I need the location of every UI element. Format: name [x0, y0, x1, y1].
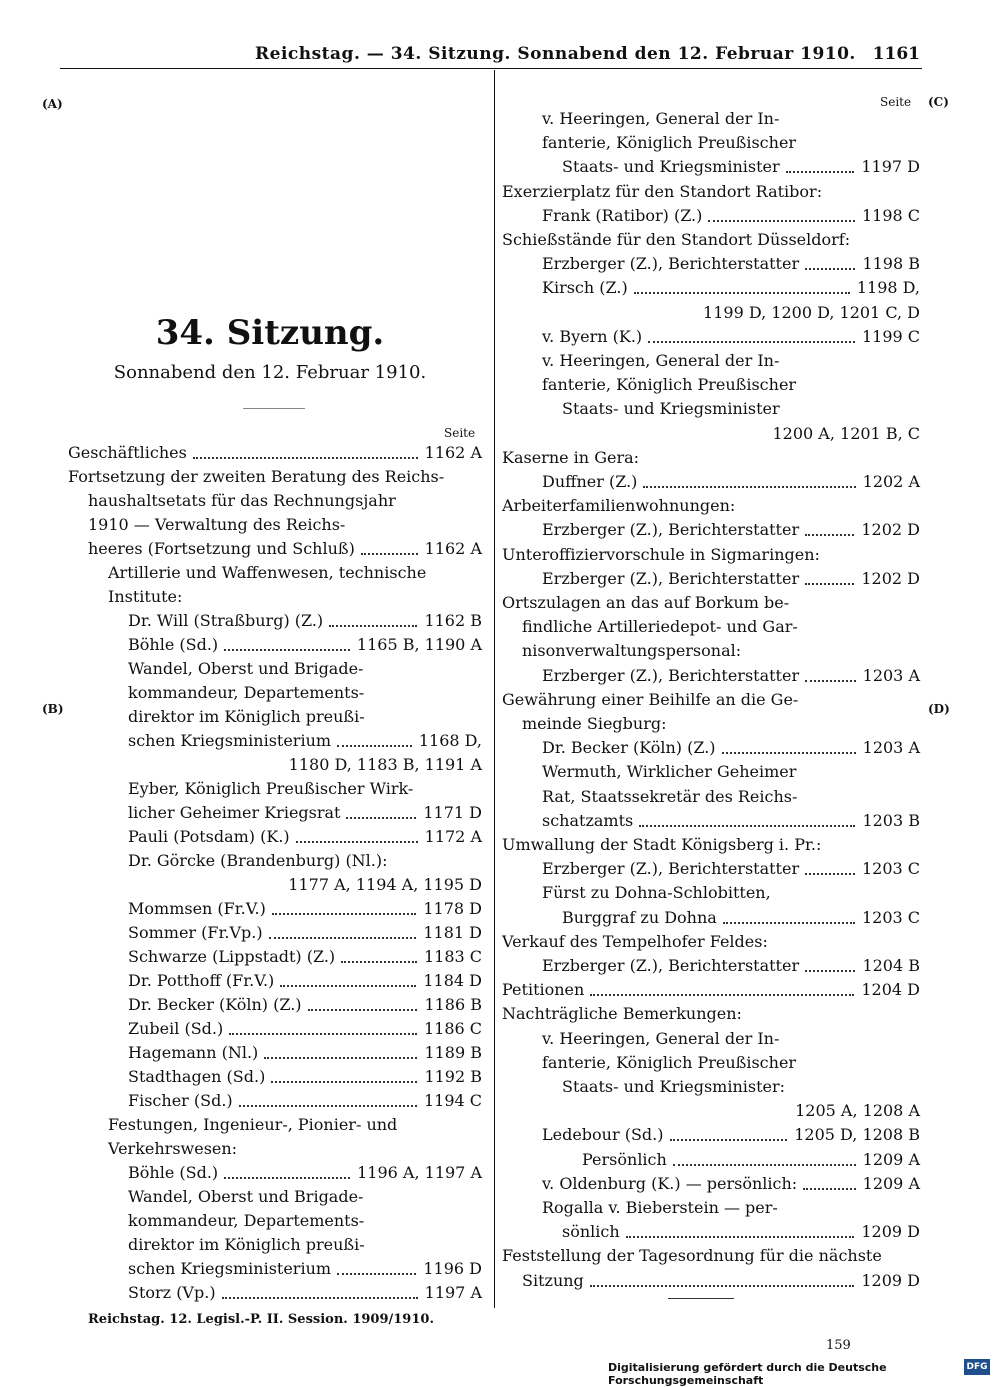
dot-leader [803, 1172, 856, 1190]
entry-page-ref: 1203 C [859, 906, 920, 930]
entry-text: Burggraf zu Dohna [562, 907, 717, 927]
running-header [60, 44, 920, 68]
entry-text: Eyber, Königlich Preußischer Wirk- [128, 779, 414, 798]
entry-page-ref: 1203 A [860, 736, 920, 760]
entry-page-ref: 1198 B [859, 252, 920, 276]
index-entry [128, 1281, 482, 1305]
index-entry [128, 1257, 482, 1281]
index-entry [88, 513, 482, 537]
index-entry [542, 736, 920, 760]
index-entry [128, 657, 482, 681]
entry-text: findliche Artilleriedepot- und Gar- [522, 617, 798, 637]
entry-page-ref: 1180 D, 1183 B, 1191 A [286, 753, 482, 777]
entry-text: licher Geheimer Kriegsrat [128, 803, 341, 822]
dot-leader [337, 1257, 416, 1275]
entry-text: Festungen, Ingenieur-, Pionier- und [108, 1115, 398, 1134]
dot-leader [648, 325, 855, 343]
entry-page-ref: 1202 D [858, 518, 920, 542]
dot-leader [639, 809, 855, 827]
entry-page-ref: 1200 A, 1201 B, C [769, 422, 920, 446]
entry-text: heeres (Fortsetzung und Schluß) [88, 539, 355, 558]
entry-text: Staats- und Kriegsminister: [562, 1077, 786, 1096]
entry-text: kommandeur, Departements- [128, 1211, 365, 1230]
entry-page-ref: 1184 D [420, 969, 482, 993]
index-entry [542, 107, 920, 131]
dot-leader [722, 736, 856, 754]
index-entry [542, 252, 920, 276]
dot-leader [296, 825, 418, 843]
index-entry [542, 1123, 920, 1147]
index-entry [542, 664, 920, 688]
index-entry [542, 325, 920, 349]
dot-leader [805, 857, 855, 875]
entry-text: Schießstände für den Standort Düsseldorf: [502, 230, 851, 249]
entry-text: Rogalla v. Bieberstein — per- [542, 1198, 778, 1217]
index-entry [502, 422, 920, 446]
entry-text: Unteroffiziervorschule in Sigmaringen: [502, 544, 820, 564]
entry-text: Böhle (Sd.) [128, 1163, 219, 1182]
index-entry [502, 688, 920, 712]
index-entry [108, 585, 482, 609]
right-seite-label: Seite [880, 95, 912, 109]
index-entry [128, 609, 482, 633]
entry-text: Staats- und Kriegsminister [562, 399, 780, 419]
entry-text: nisonverwaltungspersonal: [522, 641, 742, 661]
index-entry [128, 1017, 482, 1041]
index-entry [542, 276, 920, 300]
entry-text: fanterie, Königlich Preußischer [542, 1052, 797, 1072]
index-entry [108, 561, 482, 585]
entry-text: Dr. Becker (Köln) (Z.) [542, 738, 716, 758]
entry-page-ref: 1209 D [858, 1269, 920, 1293]
entry-page-ref: 1165 B, 1190 A [354, 633, 482, 657]
index-entry [562, 906, 920, 930]
index-entry [542, 567, 920, 591]
footer-imprint: Reichstag. 12. Legisl.-P. II. Session. 1909/1910. [88, 1312, 434, 1327]
entry-text: Storz (Vp.) [128, 1283, 216, 1302]
entry-text: schen Kriegsministerium [128, 731, 332, 750]
index-entry [542, 1196, 920, 1220]
dfg-logo: DFG [964, 1359, 990, 1375]
entry-text: meinde Siegburg: [522, 714, 667, 733]
entry-text: Petitionen [502, 980, 585, 1000]
dot-leader [229, 1017, 417, 1035]
dot-leader [643, 470, 856, 488]
index-entry [542, 518, 920, 542]
entry-text: schatzamts [542, 810, 634, 830]
dot-leader [272, 897, 416, 915]
session-date: Sonnabend den 12. Februar 1910. [113, 362, 427, 383]
entry-text: fanterie, Königlich Preußischer [542, 133, 797, 153]
header-title: Reichstag. — 34. Sitzung. Sonnabend den 12. Februar 1910. [255, 44, 856, 64]
index-entry [542, 349, 920, 373]
dot-leader [264, 1041, 417, 1059]
dot-leader [786, 155, 854, 173]
dot-leader [805, 664, 856, 682]
entry-page-ref: 1203 A [860, 664, 920, 688]
index-entry [128, 849, 482, 873]
dot-leader [723, 906, 855, 924]
entry-text: Wandel, Oberst und Brigade- [128, 1187, 364, 1206]
index-entry [542, 857, 920, 881]
index-entry [128, 729, 482, 753]
entry-page-ref: 1198 D, [854, 276, 920, 300]
entry-page-ref: 1186 B [421, 993, 482, 1017]
index-entry [128, 825, 482, 849]
index-entry [128, 633, 482, 657]
margin-mark-b: (B) [42, 702, 64, 716]
entry-text: Verkehrswesen: [108, 1139, 238, 1158]
entry-page-ref: 1199 C [859, 325, 920, 349]
index-entry [108, 1137, 482, 1161]
index-entry [562, 155, 920, 179]
entry-text: Pauli (Potsdam) (K.) [128, 827, 290, 846]
entry-page-ref: 1178 D [420, 897, 482, 921]
dot-leader [308, 993, 417, 1011]
entry-text: Ledebour (Sd.) [542, 1125, 664, 1145]
entry-page-ref: 1196 A, 1197 A [354, 1161, 482, 1185]
signature-number: 159 [826, 1338, 851, 1353]
dot-leader [590, 1269, 854, 1287]
entry-text: v. Heeringen, General der In- [542, 351, 780, 370]
entry-text: Duffner (Z.) [542, 472, 638, 491]
entry-text: Böhle (Sd.) [128, 635, 219, 654]
entry-text: kommandeur, Departements- [128, 683, 365, 702]
dot-leader [805, 954, 855, 972]
entry-text: Sommer (Fr.Vp.) [128, 923, 263, 942]
entry-page-ref: 1162 B [421, 609, 482, 633]
dot-leader [271, 1065, 417, 1083]
entry-text: schen Kriegsministerium [128, 1259, 332, 1278]
index-entry [502, 978, 920, 1002]
entry-text: Dr. Will (Straßburg) (Z.) [128, 611, 324, 630]
entry-text: Kirsch (Z.) [542, 278, 628, 298]
entry-text: Institute: [108, 587, 183, 606]
dot-leader [224, 1161, 350, 1179]
index-entry [542, 760, 920, 784]
page-number: 1161 [872, 44, 920, 64]
entry-text: sönlich [562, 1222, 620, 1242]
entry-text: v. Heeringen, General der In- [542, 109, 780, 128]
index-entry [502, 1244, 920, 1268]
entry-page-ref: 1209 A [860, 1172, 920, 1196]
entry-text: 1910 — Verwaltung des Reichs- [88, 515, 346, 534]
entry-text: Dr. Potthoff (Fr.V.) [128, 971, 275, 990]
entry-page-ref: 1204 B [859, 954, 920, 978]
entry-page-ref: 1168 D, [416, 729, 482, 753]
index-entry [522, 1269, 920, 1293]
entry-page-ref: 1177 A, 1194 A, 1195 D [285, 873, 482, 897]
dot-leader [224, 633, 350, 651]
index-entry [522, 639, 920, 663]
entry-text: Schwarze (Lippstadt) (Z.) [128, 947, 336, 966]
dot-leader [805, 252, 855, 270]
dot-leader [269, 921, 416, 939]
index-entry [108, 1113, 482, 1137]
entry-text: Verkauf des Tempelhofer Feldes: [502, 931, 768, 951]
entry-text: Geschäftliches [68, 443, 187, 462]
index-entry [502, 930, 920, 954]
dot-leader [670, 1123, 787, 1141]
index-entry [502, 543, 920, 567]
index-entry [522, 615, 920, 639]
entry-page-ref: 1203 B [859, 809, 920, 833]
margin-mark-d: (D) [928, 702, 950, 716]
entry-text: v. Byern (K.) [542, 326, 643, 346]
index-entry [128, 1185, 482, 1209]
index-entry [128, 801, 482, 825]
entry-text: Erzberger (Z.), Berichterstatter [542, 254, 800, 274]
index-entry [128, 705, 482, 729]
entry-page-ref: 1172 A [422, 825, 482, 849]
index-entry [542, 204, 920, 228]
index-entry [128, 1089, 482, 1113]
index-entry [502, 228, 920, 252]
dot-leader [239, 1089, 417, 1107]
entry-text: Gewährung einer Beihilfe an die Ge- [502, 689, 799, 709]
index-entry [128, 921, 482, 945]
index-entry [562, 1075, 920, 1099]
dot-leader [708, 204, 855, 222]
index-entry [88, 537, 482, 561]
entry-text: Sitzung [522, 1270, 584, 1290]
index-entry [68, 873, 482, 897]
entry-text: v. Oldenburg (K.) — persönlich: [542, 1173, 798, 1193]
entry-text: Feststellung der Tagesordnung für die nächste [502, 1246, 882, 1266]
entry-text: Wandel, Oberst und Brigade- [128, 659, 364, 678]
entry-text: Umwallung der Stadt Königsberg i. Pr.: [502, 835, 822, 854]
session-heading: 34. Sitzung. [155, 313, 385, 353]
index-entry [502, 301, 920, 325]
entry-page-ref: 1202 D [858, 567, 920, 591]
entry-page-ref: 1204 D [858, 978, 920, 1002]
heading-rule [243, 408, 305, 409]
index-entry [128, 681, 482, 705]
dot-leader [329, 609, 417, 627]
entry-page-ref: 1199 D, 1200 D, 1201 C, D [700, 301, 920, 325]
index-entry [542, 470, 920, 494]
entry-text: Persönlich [582, 1149, 667, 1169]
entry-text: Rat, Staatssekretär des Reichs- [542, 786, 798, 806]
entry-page-ref: 1203 C [859, 857, 920, 881]
entry-text: Exerzierplatz für den Standort Ratibor: [502, 181, 823, 201]
entry-text: Zubeil (Sd.) [128, 1019, 224, 1038]
entry-text: Kaserne in Gera: [502, 447, 640, 467]
index-entry [542, 954, 920, 978]
dot-leader [805, 567, 854, 585]
index-entry [128, 1065, 482, 1089]
dot-leader [193, 441, 418, 459]
header-rule [60, 68, 922, 69]
entry-text: Erzberger (Z.), Berichterstatter [542, 520, 800, 540]
entry-page-ref: 1162 A [422, 537, 482, 561]
index-entry [502, 180, 920, 204]
index-entry [542, 1051, 920, 1075]
digitization-credit: Digitalisierung gefördert durch die Deutsche Forschungsgemeinschaft [608, 1361, 887, 1387]
index-entry [502, 446, 920, 470]
margin-mark-a: (A) [42, 97, 63, 111]
entry-text: Ortszulagen an das auf Borkum be- [502, 593, 790, 612]
entry-text: Artillerie und Waffenwesen, technische [108, 563, 427, 582]
entry-text: Dr. Becker (Köln) (Z.) [128, 995, 302, 1014]
entry-page-ref: 1196 D [420, 1257, 482, 1281]
entry-page-ref: 1197 D [858, 155, 920, 179]
entry-text: Dr. Görcke (Brandenburg) (Nl.): [128, 851, 388, 870]
dot-leader [337, 729, 412, 747]
entry-text: Stadthagen (Sd.) [128, 1067, 266, 1086]
index-entry [542, 785, 920, 809]
dot-leader [626, 1220, 854, 1238]
index-entry [128, 1209, 482, 1233]
entry-text: Fürst zu Dohna-Schlobitten, [542, 883, 771, 903]
index-entry [128, 1041, 482, 1065]
index-entry [128, 1161, 482, 1185]
dot-leader [341, 945, 417, 963]
index-entry [542, 881, 920, 905]
entry-page-ref: 1162 A [422, 441, 482, 465]
index-entry [562, 397, 920, 421]
entry-text: Mommsen (Fr.V.) [128, 899, 266, 918]
entry-text: Nachträgliche Bemerkungen: [502, 1004, 742, 1024]
index-entry [68, 753, 482, 777]
dot-leader [805, 518, 854, 536]
entry-text: Arbeiterfamilienwohnungen: [502, 496, 736, 516]
dot-leader [634, 276, 850, 294]
dot-leader [280, 969, 416, 987]
index-entry [68, 441, 482, 465]
entry-page-ref: 1183 C [421, 945, 482, 969]
index-entry [542, 1027, 920, 1051]
entry-page-ref: 1202 A [860, 470, 920, 494]
entry-text: Frank (Ratibor) (Z.) [542, 205, 703, 225]
index-entry [502, 833, 920, 857]
index-entry [502, 591, 920, 615]
entry-text: Fortsetzung der zweiten Beratung des Reichs- [68, 467, 445, 486]
entry-page-ref: 1198 C [859, 204, 920, 228]
entry-text: Fischer (Sd.) [128, 1091, 233, 1110]
entry-page-ref: 1205 A, 1208 A [792, 1099, 920, 1123]
index-entry [128, 993, 482, 1017]
entry-page-ref: 1205 D, 1208 B [791, 1123, 920, 1147]
index-entry [542, 373, 920, 397]
entry-page-ref: 1192 B [421, 1065, 482, 1089]
index-entry [582, 1148, 920, 1172]
dot-leader [590, 978, 854, 996]
index-entry [562, 1220, 920, 1244]
entry-text: Erzberger (Z.), Berichterstatter [542, 956, 800, 975]
bottom-rule [668, 1298, 734, 1299]
index-entry [128, 969, 482, 993]
entry-page-ref: 1171 D [420, 801, 482, 825]
index-entry [128, 1233, 482, 1257]
index-entry [542, 131, 920, 155]
entry-text: Staats- und Kriegsminister [562, 157, 780, 177]
column-divider [494, 70, 495, 1308]
entry-page-ref: 1197 A [422, 1281, 482, 1305]
entry-text: Wermuth, Wirklicher Geheimer [542, 762, 797, 782]
entry-page-ref: 1209 D [858, 1220, 920, 1244]
index-entry [128, 777, 482, 801]
index-entry [128, 945, 482, 969]
entry-text: haushaltsetats für das Rechnungsjahr [88, 491, 396, 510]
dot-leader [346, 801, 416, 819]
index-entry [522, 712, 920, 736]
entry-text: direktor im Königlich preußi- [128, 707, 365, 726]
entry-page-ref: 1209 A [860, 1148, 920, 1172]
index-entry [88, 489, 482, 513]
dot-leader [222, 1281, 418, 1299]
entry-text: fanterie, Königlich Preußischer [542, 375, 797, 395]
index-entry [502, 1002, 920, 1026]
entry-page-ref: 1181 D [420, 921, 482, 945]
entry-text: Hagemann (Nl.) [128, 1043, 259, 1062]
index-entry [542, 809, 920, 833]
entry-text: v. Heeringen, General der In- [542, 1028, 780, 1048]
entry-text: Erzberger (Z.), Berichterstatter [542, 859, 800, 879]
entry-text: Erzberger (Z.), Berichterstatter [542, 568, 800, 588]
index-entry [502, 1099, 920, 1123]
entry-page-ref: 1189 B [421, 1041, 482, 1065]
index-entry [542, 1172, 920, 1196]
entry-text: Erzberger (Z.), Berichterstatter [542, 665, 800, 685]
margin-mark-c: (C) [928, 95, 949, 109]
entry-page-ref: 1186 C [421, 1017, 482, 1041]
index-entry [128, 897, 482, 921]
index-entry [502, 494, 920, 518]
entry-page-ref: 1194 C [421, 1089, 482, 1113]
index-entry [68, 465, 482, 489]
dot-leader [361, 537, 418, 555]
entry-text: direktor im Königlich preußi- [128, 1235, 365, 1254]
left-seite-label: Seite [444, 426, 476, 440]
dot-leader [673, 1148, 856, 1166]
